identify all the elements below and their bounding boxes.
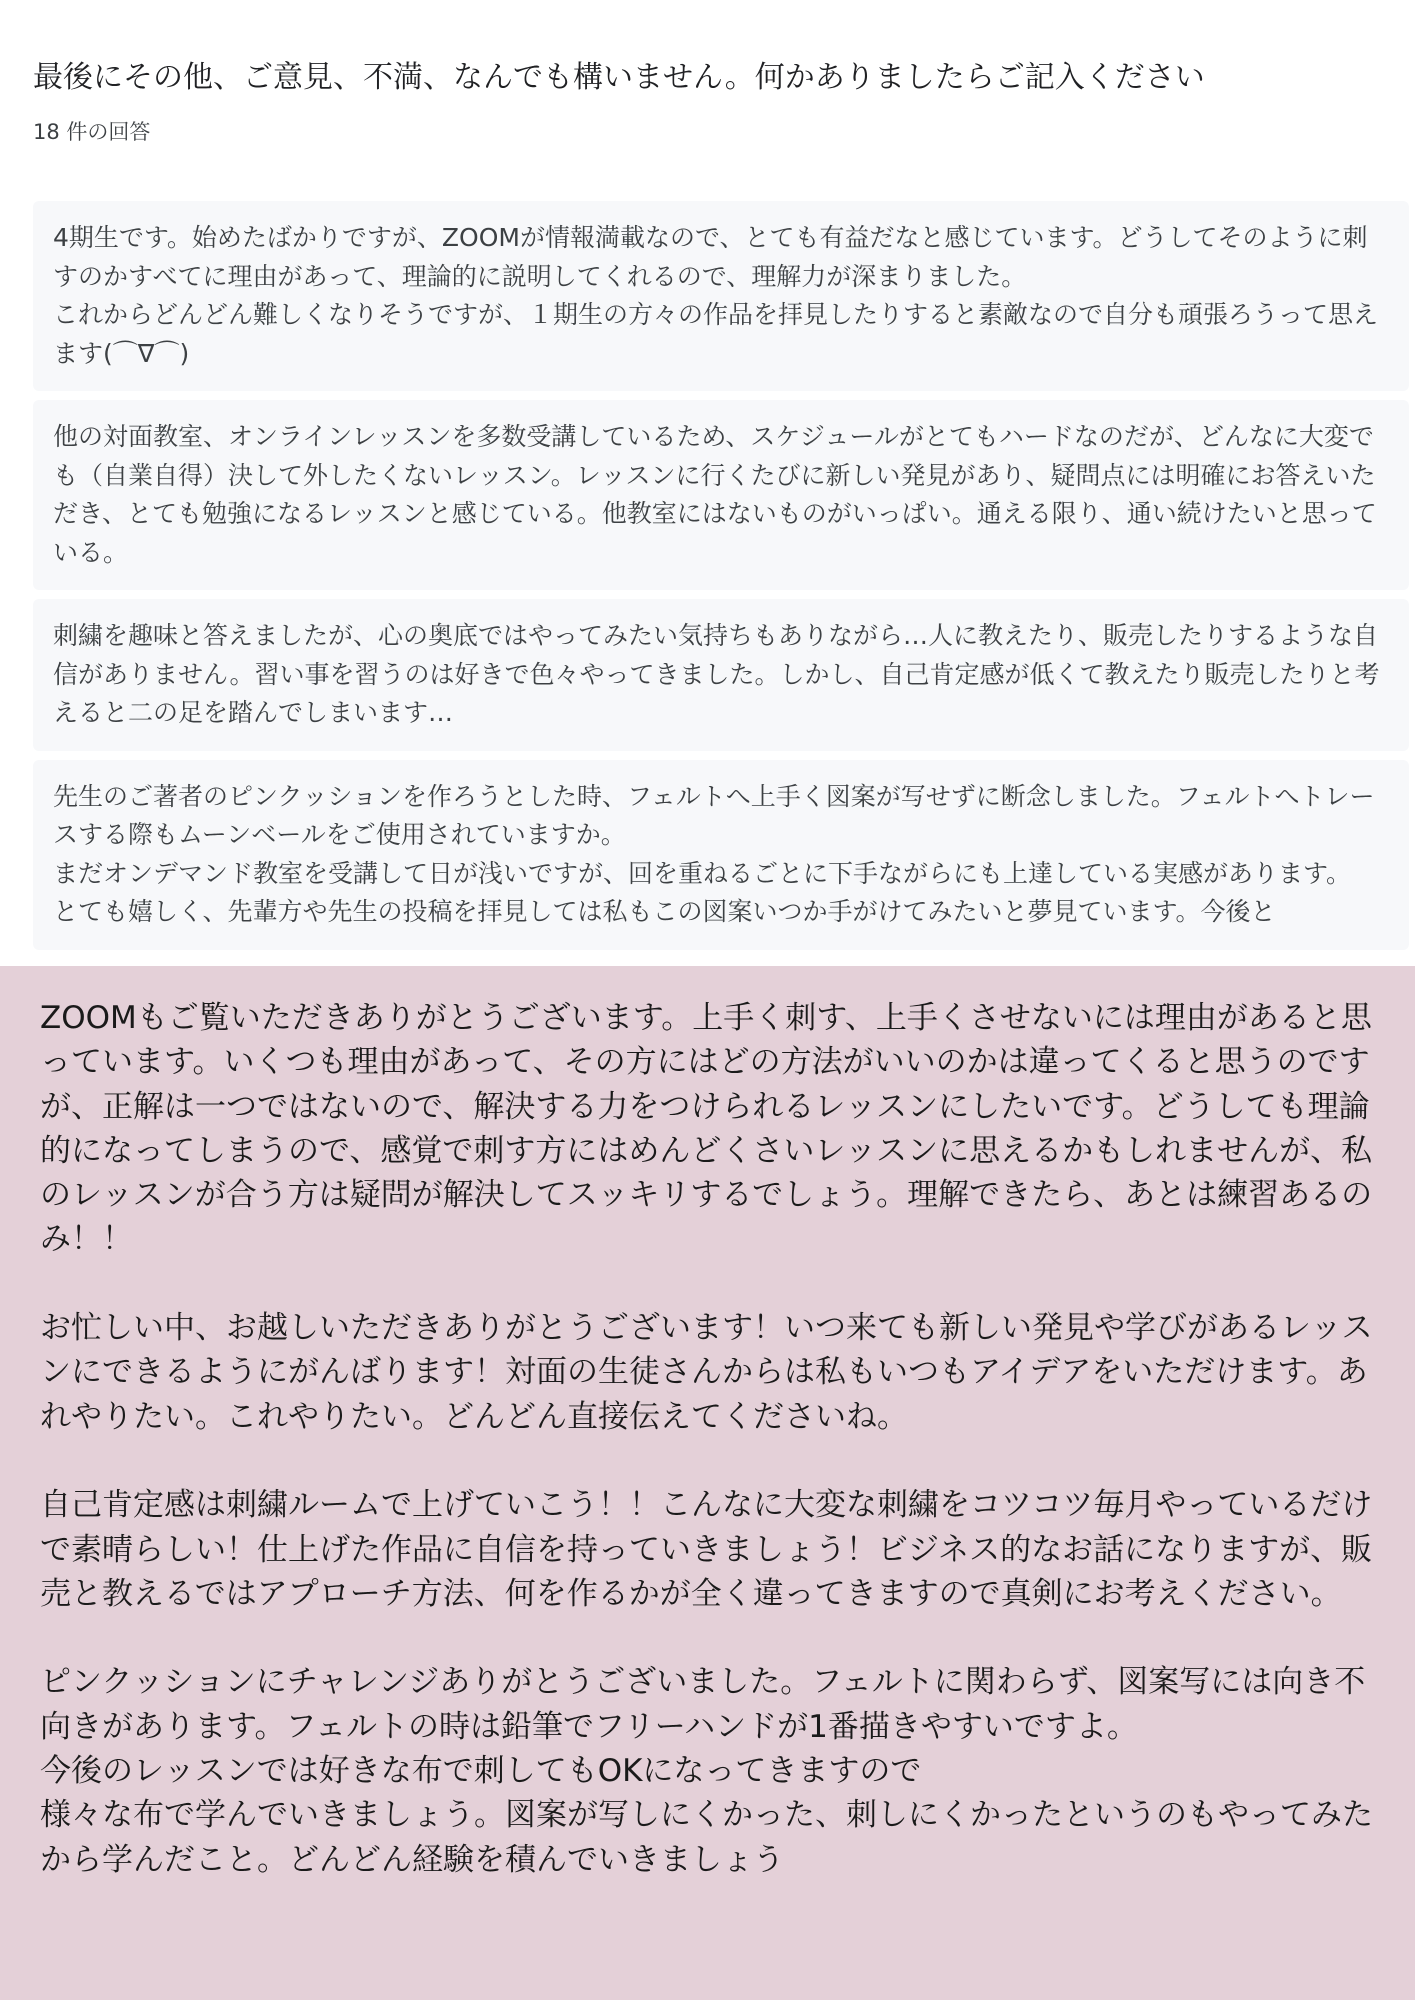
response-card: 先生のご著者のピンクッションを作ろうとした時、フェルトへ上手く図案が写せずに断念しました。フェルトへトレースする際もムーンベールをご使用されていますか。 まだオンデマンド教室を受講して日が浅いですが、回を重ねるごとに下手ながらにも上達している実感があります。 とても嬉しく、先輩方や先生の投稿を拝見しては私もこの図案いつか手がけてみたいと夢見ています。今後と [33,760,1409,950]
reply-paragraph-1: ZOOMもご覧いただきありがとうございます。上手く刺す、上手くさせないには理由があると思っています。いくつも理由があって、その方にはどの方法がいいのかは違ってくると思うのですが、正解は一つではないので、解決する力をつけられるレッスンにしたいです。どうしても理論的になってしまうので、感覚で刺す方にはめんどくさいレッスンに思えるかもしれませんが、私のレッスンが合う方は疑問が解決してスッキリするでしょう。理解できたら、あとは練習あるのみ！！ [40,1000,1373,1258]
response-card: 刺繍を趣味と答えましたが、心の奥底ではやってみたい気持ちもありながら…人に教えたり、販売したりするような自信がありません。習い事を習うのは好きで色々やってきました。しかし、自己肯定感が低くて教えたり販売したりと考えると二の足を踏んでしまいます… [33,599,1409,751]
reply-paragraph-4: ピンクッションにチャレンジありがとうございました。フェルトに関わらず、図案写には向き不向きがあります。フェルトの時は鉛筆でフリーハンドが1番描きやすいですよ。 今後のレッスンでは好きな布で刺してもOKになってきますので 様々な布で学んでいきましょう。図案が写しにくかった、刺しにくかったというのもやってみたから学んだこと。どんどん経験を積んでいきましょう [40,1664,1373,1878]
reply-text [40,996,1380,1882]
response-card: 4期生です。始めたばかりですが、ZOOMが情報満載なので、とても有益だなと感じています。どうしてそのように刺すのかすべてに理由があって、理論的に説明してくれるので、理解力が深まりました。 これからどんどん難しくなりそうですが、１期生の方々の作品を拝見したりすると素敵なので自分も頑張ろうって思えます(⌒∇⌒) [33,201,1409,391]
question-title: 最後にその他、ご意見、不満、なんでも構いません。何かありましたらご記入ください [33,60,1205,95]
response-count: 18 件の回答 [33,120,151,144]
form-response-section [0,0,1415,966]
response-list[interactable] [33,201,1409,959]
response-card: 他の対面教室、オンラインレッスンを多数受講しているため、スケジュールがとてもハードなのだが、どんなに大変でも（自業自得）決して外したくないレッスン。レッスンに行くたびに新しい発見があり、疑問点には明確にお答えいただき、とても勉強になるレッスンと感じている。他教室にはないものがいっぱい。通える限り、通い続けたいと思っている。 [33,400,1409,590]
reply-paragraph-3: 自己肯定感は刺繍ルームで上げていこう！！こんなに大変な刺繍をコツコツ毎月やっているだけで素晴らしい！仕上げた作品に自信を持っていきましょう！ビジネス的なお話になりますが、販売と教えるではアプローチ方法、何を作るかが全く違ってきますので真剣にお考えください。 [40,1487,1373,1612]
reply-paragraph-2: お忙しい中、お越しいただきありがとうございます！いつ来ても新しい発見や学びがあるレッスンにできるようにがんばります！対面の生徒さんからは私もいつもアイデアをいただけます。あれやりたい。これやりたい。どんどん直接伝えてくださいね。 [40,1310,1373,1435]
reply-panel [0,966,1415,2000]
